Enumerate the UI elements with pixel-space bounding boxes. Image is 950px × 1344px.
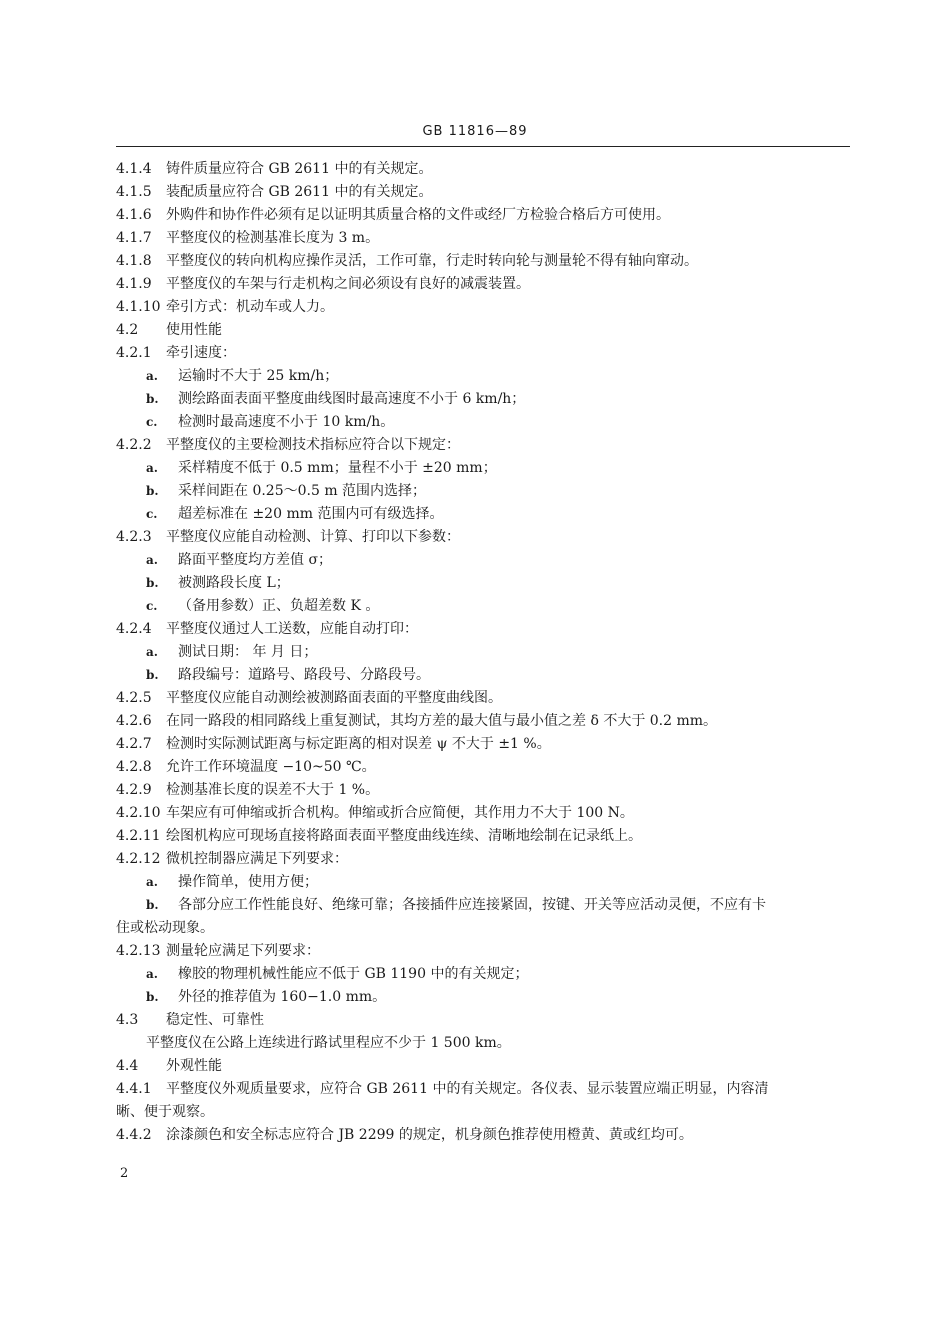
clause-line — [116, 848, 852, 871]
clause-line — [116, 572, 852, 595]
clause-line — [116, 250, 852, 273]
item-marker: a. — [146, 553, 158, 567]
clause-line — [116, 204, 852, 227]
clause-text: 橡胶的物理机械性能应不低于 GB 1190 中的有关规定； — [178, 966, 529, 982]
clause-number: 4.2.9 — [116, 782, 152, 798]
clause-text: 外观性能 — [166, 1058, 222, 1074]
clause-line — [116, 388, 852, 411]
clause-line — [116, 710, 852, 733]
clause-line — [116, 319, 852, 342]
clause-text: 铸件质量应符合 GB 2611 中的有关规定。 — [166, 161, 433, 177]
clause-number: 4.2.3 — [116, 529, 152, 545]
clause-text: 操作简单，使用方便； — [178, 874, 318, 890]
clause-text: 检测时最高速度不小于 10 km/h。 — [178, 414, 395, 430]
clause-line — [116, 664, 852, 687]
clause-text: 运输时不大于 25 km/h； — [178, 368, 339, 384]
clause-number: 4.4.1 — [116, 1081, 152, 1097]
clause-line — [116, 825, 852, 848]
clause-line — [116, 503, 852, 526]
clause-text: 检测时实际测试距离与标定距离的相对误差 ψ 不大于 ±1 %。 — [166, 736, 551, 752]
clause-text: 牵引速度： — [166, 345, 236, 361]
clause-text: （备用参数）正、负超差数 K 。 — [178, 598, 380, 614]
clause-text: 被测路段长度 L； — [178, 575, 290, 591]
clause-line — [116, 549, 852, 572]
clause-line — [116, 457, 852, 480]
page-header — [0, 124, 950, 139]
clause-line — [116, 595, 852, 618]
clause-text: 装配质量应符合 GB 2611 中的有关规定。 — [166, 184, 433, 200]
clause-line — [116, 480, 852, 503]
header-rule — [116, 146, 850, 147]
clause-text: 允许工作环境温度 −10~50 ℃。 — [166, 759, 376, 775]
clause-number: 4.2.4 — [116, 621, 152, 637]
clause-text: 外径的推荐值为 160−1.0 mm。 — [178, 989, 387, 1005]
clause-text: 测量轮应满足下列要求： — [166, 943, 320, 959]
clause-number: 4.1.8 — [116, 253, 152, 269]
clause-line — [116, 986, 852, 1009]
clause-text: 牵引方式：机动车或人力。 — [166, 299, 334, 315]
clause-line — [116, 1009, 852, 1032]
item-marker: b. — [146, 484, 159, 498]
clause-text: 超差标准在 ±20 mm 范围内可有级选择。 — [178, 506, 444, 522]
clause-number: 4.1.4 — [116, 161, 152, 177]
clause-text: 采样间距在 0.25～0.5 m 范围内选择； — [178, 483, 427, 499]
clause-text: 平整度仪的主要检测技术指标应符合以下规定： — [166, 437, 460, 453]
item-marker: a. — [146, 967, 158, 981]
clause-line — [116, 1078, 852, 1101]
clause-number: 4.2.10 — [116, 805, 161, 821]
clause-line — [116, 1032, 852, 1055]
item-marker: a. — [146, 645, 158, 659]
item-marker: b. — [146, 576, 159, 590]
clause-number: 4.2 — [116, 322, 139, 338]
clause-number: 4.2.8 — [116, 759, 152, 775]
clause-line — [116, 273, 852, 296]
clause-text: 平整度仪应能自动检测、计算、打印以下参数： — [166, 529, 460, 545]
clause-number: 4.3 — [116, 1012, 139, 1028]
clause-line — [116, 158, 852, 181]
item-marker: b. — [146, 898, 159, 912]
item-marker: b. — [146, 392, 159, 406]
clause-line — [116, 1055, 852, 1078]
standard-id: GB 11816—89 — [422, 124, 528, 139]
clause-line — [116, 894, 852, 917]
item-marker: a. — [146, 875, 158, 889]
clause-text: 住或松动现象。 — [116, 920, 214, 936]
clause-text: 平整度仪的车架与行走机构之间必须设有良好的减震装置。 — [166, 276, 530, 292]
clause-text: 车架应有可伸缩或折合机构。伸缩或折合应简便，其作用力不大于 100 N。 — [166, 805, 634, 821]
clause-number: 4.4 — [116, 1058, 139, 1074]
clause-line — [116, 733, 852, 756]
clause-line — [116, 181, 852, 204]
document-body — [116, 158, 852, 1147]
clause-text: 平整度仪的转向机构应操作灵活，工作可靠，行走时转向轮与测量轮不得有轴向窜动。 — [166, 253, 698, 269]
clause-text: 微机控制器应满足下列要求： — [166, 851, 348, 867]
clause-number: 4.2.2 — [116, 437, 152, 453]
clause-line — [116, 342, 852, 365]
clause-line — [116, 227, 852, 250]
clause-number: 4.2.11 — [116, 828, 161, 844]
item-marker: a. — [146, 461, 158, 475]
clause-line — [116, 802, 852, 825]
clause-text: 路面平整度均方差值 σ； — [178, 552, 333, 568]
clause-number: 4.1.5 — [116, 184, 152, 200]
clause-line — [116, 963, 852, 986]
item-marker: c. — [146, 599, 158, 613]
clause-number: 4.2.12 — [116, 851, 161, 867]
item-marker: c. — [146, 507, 158, 521]
clause-text: 平整度仪外观质量要求，应符合 GB 2611 中的有关规定。各仪表、显示装置应端正明显，内容清 — [166, 1081, 769, 1097]
clause-text: 平整度仪应能自动测绘被测路面表面的平整度曲线图。 — [166, 690, 502, 706]
clause-line — [116, 296, 852, 319]
clause-line — [116, 917, 852, 940]
clause-line — [116, 1124, 852, 1147]
clause-number: 4.2.7 — [116, 736, 152, 752]
clause-text: 涂漆颜色和安全标志应符合 JB 2299 的规定，机身颜色推荐使用橙黄、黄或红均可。 — [166, 1127, 693, 1143]
clause-text: 测绘路面表面平整度曲线图时最高速度不小于 6 km/h； — [178, 391, 526, 407]
clause-text: 晰、便于观察。 — [116, 1104, 214, 1120]
clause-line — [116, 434, 852, 457]
clause-number: 4.1.9 — [116, 276, 152, 292]
clause-text: 外购件和协作件必须有足以证明其质量合格的文件或经厂方检验合格后方可使用。 — [166, 207, 670, 223]
page-number: 2 — [120, 1166, 129, 1181]
clause-text: 在同一路段的相同路线上重复测试，其均方差的最大值与最小值之差 δ 不大于 0.2 mm。 — [166, 713, 718, 729]
clause-number: 4.1.10 — [116, 299, 161, 315]
clause-line — [116, 779, 852, 802]
clause-line — [116, 871, 852, 894]
clause-text: 使用性能 — [166, 322, 222, 338]
item-marker: a. — [146, 369, 158, 383]
clause-text: 平整度仪通过人工送数，应能自动打印： — [166, 621, 418, 637]
clause-text: 绘图机构应可现场直接将路面表面平整度曲线连续、清晰地绘制在记录纸上。 — [166, 828, 642, 844]
clause-line — [116, 1101, 852, 1124]
clause-text: 测试日期： 年 月 日； — [178, 644, 318, 660]
clause-text: 检测基准长度的误差不大于 1 %。 — [166, 782, 380, 798]
clause-line — [116, 618, 852, 641]
clause-line — [116, 526, 852, 549]
clause-line — [116, 411, 852, 434]
clause-number: 4.2.1 — [116, 345, 152, 361]
clause-number: 4.1.7 — [116, 230, 152, 246]
clause-line — [116, 756, 852, 779]
clause-number: 4.2.13 — [116, 943, 161, 959]
clause-text: 各部分应工作性能良好、绝缘可靠；各接插件应连接紧固，按键、开关等应活动灵便，不应有卡 — [178, 897, 766, 913]
item-marker: b. — [146, 668, 159, 682]
clause-line — [116, 365, 852, 388]
clause-number: 4.2.6 — [116, 713, 152, 729]
clause-text: 稳定性、可靠性 — [166, 1012, 264, 1028]
clause-number: 4.4.2 — [116, 1127, 152, 1143]
clause-text: 平整度仪的检测基准长度为 3 m。 — [166, 230, 380, 246]
clause-text: 路段编号：道路号、路段号、分路段号。 — [178, 667, 430, 683]
item-marker: b. — [146, 990, 159, 1004]
clause-line — [116, 641, 852, 664]
clause-line — [116, 687, 852, 710]
clause-text: 采样精度不低于 0.5 mm；量程不小于 ±20 mm； — [178, 460, 497, 476]
clause-number: 4.2.5 — [116, 690, 152, 706]
clause-number: 4.1.6 — [116, 207, 152, 223]
clause-text: 平整度仪在公路上连续进行路试里程应不少于 1 500 km。 — [146, 1035, 511, 1051]
clause-line — [116, 940, 852, 963]
item-marker: c. — [146, 415, 158, 429]
